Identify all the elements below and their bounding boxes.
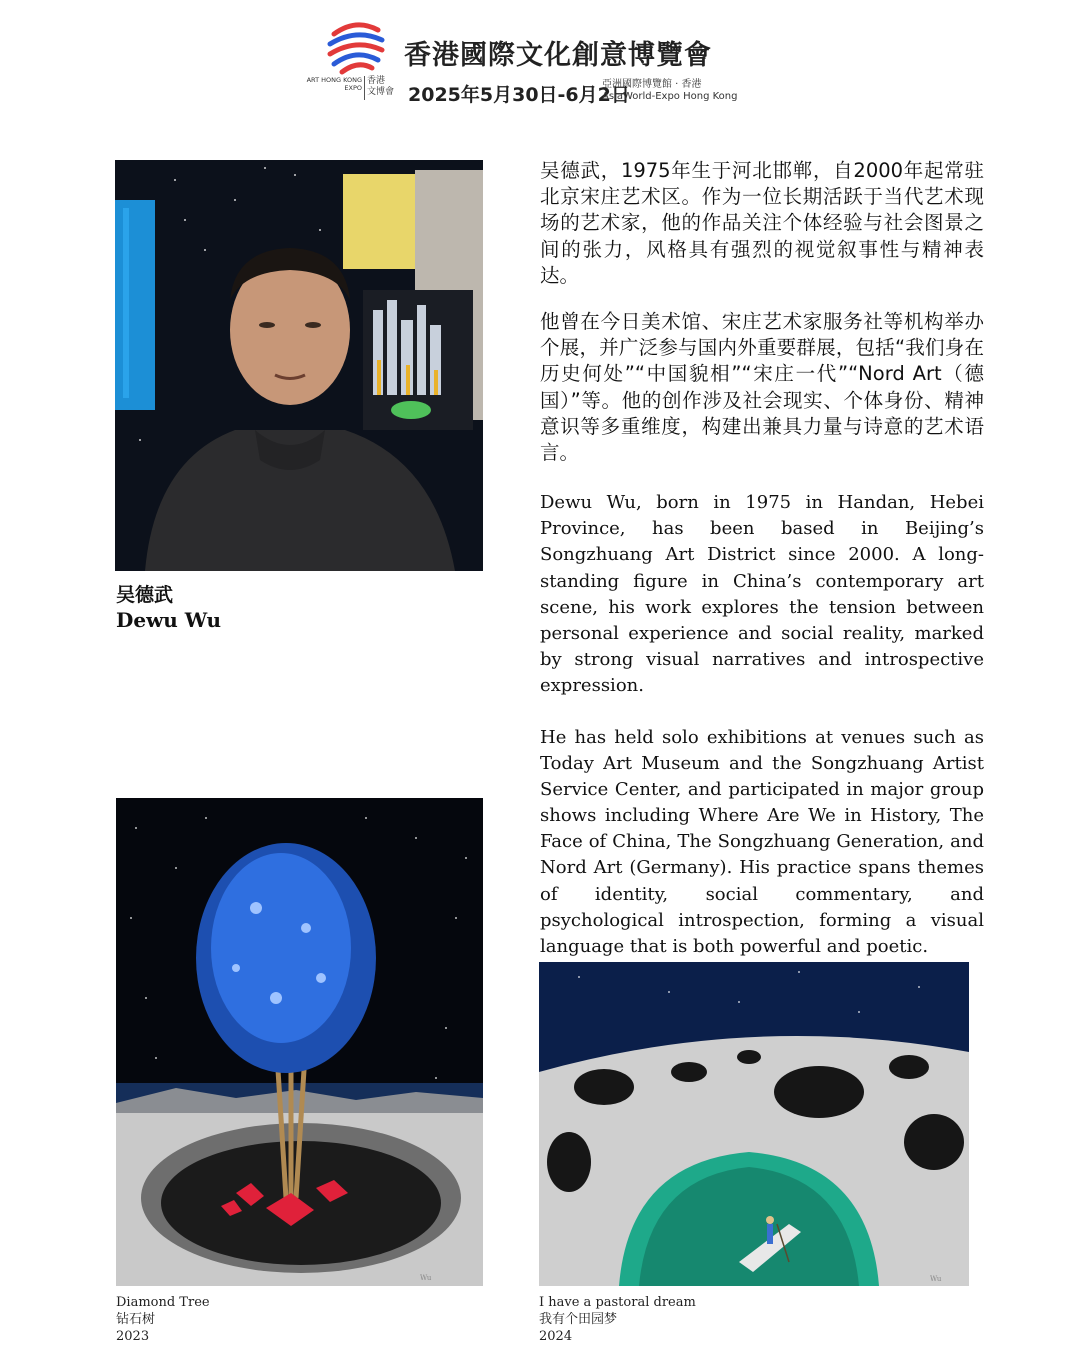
artist-biography — [540, 158, 984, 986]
expo-short-name: 香港 文博會 — [367, 76, 395, 97]
expo-venue: 亞洲國際博覽館 · 香港 AsiaWorld-Expo Hong Kong — [602, 79, 738, 102]
artwork-1-year: 2023 — [116, 1329, 150, 1344]
artwork-diamond-tree-image — [116, 798, 483, 1286]
artwork-2-title-cn: 我有个田园梦 — [539, 1312, 618, 1327]
bio-en-paragraph-2: He has held solo exhibitions at venues such as Today Art Museum and the Songzhuang Artist Service Center, and participated in major group shows including Where Are We in History, The Face of China, The Songzhuang Generation, and Nord Art (Germany). His practice spans themes of identity, social commentary, and psychological introspection, forming a visual language that is both powerful and poetic. — [540, 726, 984, 957]
expo-title: 香港國際文化創意博覽會 — [404, 40, 712, 71]
expo-logo-icon — [326, 16, 386, 76]
expo-english-name: ART HONG KONG EXPO — [306, 76, 362, 92]
artwork-2-year: 2024 — [539, 1329, 573, 1344]
artwork-2-signature: Wu — [930, 1275, 942, 1283]
artwork-1-signature: Wu — [420, 1274, 432, 1282]
artwork-2-title-en: I have a pastoral dream — [539, 1295, 696, 1310]
artist-name-cn: 吴德武 — [116, 584, 174, 606]
expo-dates: 2025年5月30日-6月2日 — [408, 84, 630, 106]
bio-cn-paragraph-1: 吴德武，1975年生于河北邯郸，自2000年起常驻北京宋庄艺术区。作为一位长期活跃于当代艺术现场的艺术家，他的作品关注个体经验与社会图景之间的张力，风格具有强烈的视觉叙事性与精神表达。 — [540, 159, 984, 287]
artwork-1-title-en: Diamond Tree — [116, 1295, 210, 1310]
artwork-1-caption — [116, 1294, 210, 1345]
artwork-pastoral-dream-image — [539, 962, 969, 1286]
artwork-2-caption — [539, 1294, 696, 1345]
bio-en-paragraph-1: Dewu Wu, born in 1975 in Handan, Hebei Province, has been based in Beijing’s Songzhuang Art District since 2000. A long-standing figure in China’s contemporary art scene, his work explores the tension between personal experience and social reality, marked by strong visual narratives and introspective expression. — [540, 492, 984, 696]
artist-name-en: Dewu Wu — [116, 608, 221, 632]
artwork-1-title-cn: 钻石树 — [116, 1312, 156, 1327]
artist-portrait-photo — [115, 160, 483, 571]
header-divider — [364, 76, 365, 100]
bio-cn-paragraph-2: 他曾在今日美术馆、宋庄艺术家服务社等机构举办个展，并广泛参与国内外重要群展，包括“我们身在历史何处”“中国貌相”“宋庄一代”“Nord Art（德国）”等。他的创作涉及社会现实、个体身份、精神意识等多重维度，构建出兼具力量与诗意的艺术语言。 — [540, 310, 984, 465]
